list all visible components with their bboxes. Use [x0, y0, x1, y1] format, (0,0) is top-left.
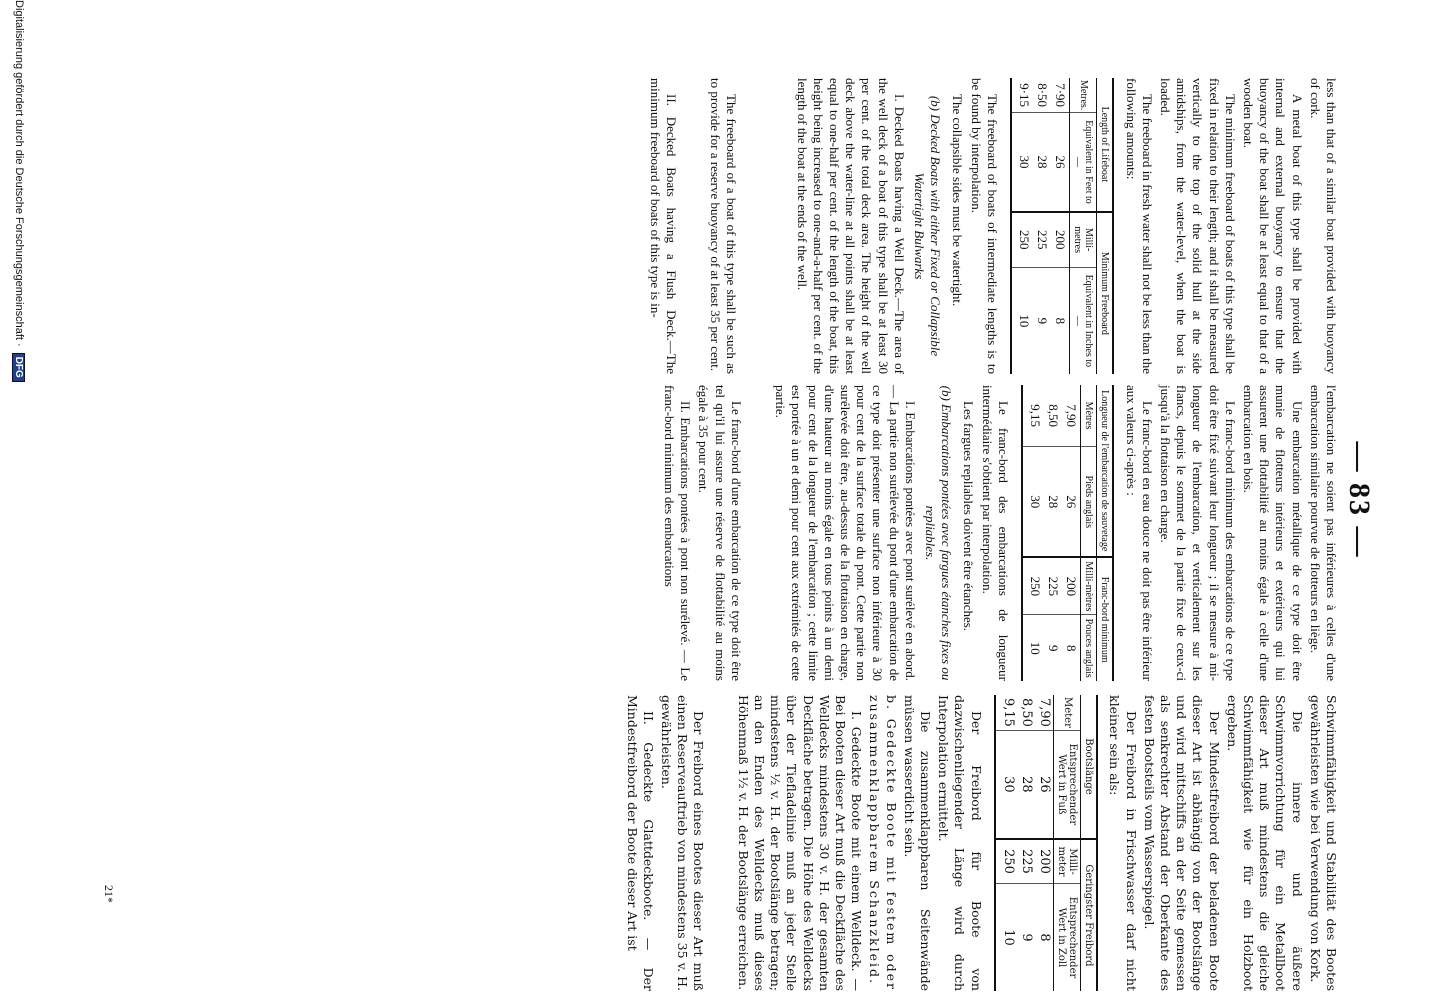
- table-cell: 225: [1033, 212, 1051, 267]
- paragraph: A metal boat of this type shall be provided with internal and external buoyancy to ensure that the buoyancy of the boat shall be at least equal to that of a wooden boat.: [1240, 78, 1305, 374]
- table-column-header: Mètres: [1081, 385, 1097, 447]
- freeboard-table: [1021, 385, 1115, 681]
- table-column-header: Milli-mètres: [1081, 557, 1097, 615]
- english-column: [645, 78, 1340, 374]
- paragraph: Die innere und äußere Schwimmvorrichtung für ein Metallboot dieser Art muß mindestens die gleiche Schwimmfähigkeit wie für ein Holzboot ergeben.: [1224, 695, 1305, 991]
- paragraph: Une embarcation métallique de ce type doit être munie de flotteurs intérieurs et extérieurs qui lui assurent une flottabilité au moins égale à celle d'une embarcation en bois.: [1240, 385, 1305, 681]
- table-cell: 9,15: [995, 695, 1017, 730]
- table-column-header: Entsprechender Wert in Zoll: [1054, 884, 1081, 991]
- table-cell: 30: [1022, 447, 1044, 558]
- paragraph: The collapsible sides must be watertight.: [950, 94, 966, 307]
- table-cell: 10: [1022, 615, 1044, 681]
- paragraph: I. Decked Boats having a Well Deck.—The area of the well deck of a boat of this type shall be at least 30 per cent. of the total deck area. The height of the well deck above the water-line at all points shall be at least equal to one-half per cent. of the length of the boat, this height being increased to one-and-a-half per cent. of the length of the boat at the ends of the well.: [794, 78, 907, 374]
- page-number: — 83 —: [1343, 441, 1376, 559]
- table-cell: 10: [995, 884, 1017, 991]
- paragraph: Le franc-bord des embarcations de longueur intermédiaire s'obtient par interpolation.: [979, 385, 1011, 681]
- paragraph: Le franc-bord minimum des embarcations de ce type doit être fixé suivant leur longueur ; il se mesure à mi-longueur de l'embarcation, et verticalement sur les flancs, depuis le sommet de la partie fixe de ceux-ci jusqu'à la flottaison en charge.: [1157, 385, 1238, 681]
- paragraph: The freeboard of a boat of this type shall be such as to provide for a reserve buoyancy of at least 35 per cent.: [708, 78, 740, 374]
- table-cell: 28: [1033, 113, 1051, 212]
- paragraph: II. Gedeckte Glattdeckboote. — Der Mindestfreibord der Boote dieser Art ist: [624, 695, 656, 991]
- paragraph: II. Embarcations pontées à pont non surélevé. — Le franc-bord minimum des embarcations: [662, 385, 694, 681]
- table-column-header: Pieds anglais: [1081, 447, 1097, 558]
- table-column-header: Entsprechender Wert in Fuß: [1054, 730, 1081, 839]
- paragraph: Der Freibord in Frischwasser darf nicht kleiner sein als:: [1107, 695, 1139, 991]
- table-group-header: Geringster Freibord: [1081, 839, 1098, 991]
- table-cell: 8·50: [1033, 78, 1051, 113]
- table-cell: 7,90: [1035, 695, 1054, 730]
- section-heading: b. Gedeckte Boote mit festem oder zusammenklappbarem Schanzkleid.: [867, 695, 899, 991]
- paragraph: l'embarcation ne soient pas inférieures à celles d'une embarcation similaire pourvue de flotteurs en liège.: [1307, 385, 1339, 681]
- section-heading: (b) Embarcations pontées avec fargues étanches fixes ou repliables.: [922, 385, 955, 681]
- table-column-header: Milli-meter: [1054, 839, 1081, 884]
- paragraph: I. Embarcations pontées avec pont surélevé en abord. — La partie non surélevée du pont d'une embarcation de ce type doit présenter une surface non inférieure à 30 pour cent de la surface totale du pont. Cette partie non surélevée doit être, au-dessus de la flottaison en charge, d'une hauteur au moins égale en tous points à un demi pour cent de la longueur de l'embarcation ; cette limite est portée à un et demi pour cent aux extrémités de cette partie.: [773, 385, 918, 681]
- table-row: [1062, 385, 1081, 681]
- table-cell: 200: [1062, 557, 1081, 615]
- table-cell: 9: [1035, 317, 1051, 325]
- table-cell: 8: [1053, 317, 1069, 325]
- paragraph: The freeboard of boats of intermediate lengths is to be found by interpolation.: [968, 78, 1000, 374]
- paragraph: I. Gedeckte Boote mit einem Welldeck. — Bei Booten dieser Art muß die Deckfläche des Welldecks mindestens 30 v. H. der gesamten Deckfläche betragen. Die Höhe des Welldecks über der Tiefladelinie muß an jeder Stelle mindestens ½ v. H. der Bootslänge betragen; an den Enden des Welldecks muß dieses Höhenmaß 1½ v. H. der Bootslänge erreichen.: [735, 695, 865, 991]
- dfg-logo: DFG: [13, 353, 26, 382]
- table-cell: 225: [1044, 557, 1062, 615]
- paragraph: Die zusammenklappbaren Seitenwände müssen wasserdicht sein.: [901, 695, 933, 991]
- paragraph: Schwimmfähigkeit und Stabilität des Bootes gewährleisten wie bei Verwendung von Kork.: [1307, 695, 1339, 991]
- paragraph: Der Freibord für Boote von dazwischenliegender Länge wird durch Interpolation ermittelt.: [936, 695, 984, 991]
- table-row: [1017, 695, 1035, 991]
- table-cell: 9: [1046, 644, 1062, 652]
- signature-mark: 21*: [102, 885, 116, 903]
- table-cell: 30: [995, 730, 1017, 839]
- table-cell: 9,15: [1022, 385, 1044, 447]
- table-cell: 26: [1062, 447, 1081, 558]
- paragraph: Le franc-bord en eau douce ne doit pas être inférieur aux valeurs ci-après :: [1123, 385, 1155, 681]
- paragraph: Les fargues repliables doivent être étanches.: [961, 401, 977, 632]
- table-cell: 225: [1017, 839, 1035, 884]
- table-column-header: Equivalent in Feet to—: [1070, 113, 1097, 212]
- table-group-header: Minimum Freeboard: [1097, 212, 1114, 374]
- table-cell: 30: [1011, 113, 1033, 212]
- table-row: [1022, 385, 1044, 681]
- paragraph: The minimum freeboard of boats of this type shall be fixed in relation to their length; and it shall be measured vertically to the top of the solid hull at the side amidships, from the water-level, when the boat is loaded.: [1157, 78, 1238, 374]
- footer-text: Digitalisierung gefördert durch die Deutsche Forschungsgemeinschaft ·: [13, 0, 25, 347]
- table-cell: 28: [1044, 447, 1062, 558]
- table-group-header: Bootslänge: [1081, 695, 1098, 839]
- table-cell: 250: [1011, 212, 1033, 267]
- table-cell: 8,50: [1044, 385, 1062, 447]
- table-row: [1033, 78, 1051, 374]
- table-cell: 250: [995, 839, 1017, 884]
- table-row: [1035, 695, 1054, 991]
- table-row: [1044, 385, 1062, 681]
- table-cell: 26: [1035, 730, 1054, 839]
- freeboard-table: [994, 695, 1099, 991]
- paragraph: The freeboard in fresh water shall not be less than the following amounts:: [1123, 78, 1155, 374]
- french-column: [659, 385, 1339, 681]
- table-cell: 8,50: [1017, 695, 1035, 730]
- table-cell: 8: [1064, 644, 1080, 652]
- table-column-header: Milli-metres: [1070, 212, 1097, 267]
- table-cell: 9: [1018, 933, 1034, 942]
- german-column: [621, 695, 1339, 991]
- table-column-header: Meter: [1054, 695, 1081, 730]
- table-group-header: Length of Lifeboat: [1097, 78, 1114, 212]
- paragraph: less than that of a similar boat provided with buoyancy of cork.: [1307, 78, 1339, 374]
- table-column-header: Pouces anglais: [1081, 615, 1097, 681]
- paragraph: II. Decked Boats having a Flush Deck.—The minimum freeboard of boats of this type is in-: [647, 78, 679, 374]
- table-group-header: Franc-bord minimum: [1097, 557, 1114, 681]
- table-cell: 7·90: [1051, 78, 1070, 113]
- table-cell: 28: [1017, 730, 1035, 839]
- table-row: [1051, 78, 1070, 374]
- table-column-header: Metres.: [1070, 78, 1097, 113]
- table-cell: 200: [1035, 839, 1054, 884]
- table-cell: 7,90: [1062, 385, 1081, 447]
- digitization-footer: [8, 0, 30, 1000]
- table-cell: 26: [1051, 113, 1070, 212]
- table-cell: 200: [1051, 212, 1070, 267]
- paragraph: Der Freibord eines Bootes dieser Art muß einen Reserveauftrieb von mindestens 35 v. H. gewährleisten.: [659, 695, 707, 991]
- freeboard-table: [1010, 78, 1115, 374]
- table-row: [995, 695, 1017, 991]
- paragraph: Le franc-bord d'une embarcation de ce type doit être tel qu'il lui assure une réserve de flottabilité au moins égale à 35 pour cent.: [696, 385, 744, 681]
- table-cell: 8: [1037, 933, 1053, 942]
- table-column-header: Equivalent in Inches to—: [1070, 267, 1097, 374]
- table-group-header: Longueur de l'embarcation de sauvetage: [1097, 385, 1114, 557]
- table-row: [1011, 78, 1033, 374]
- table-cell: 250: [1022, 557, 1044, 615]
- section-heading: (b) Decked Boats with either Fixed or Collapsible Watertight Bulwarks: [911, 95, 944, 357]
- table-cell: 9·15: [1011, 78, 1033, 113]
- paragraph: Der Mindestfreibord der beladenen Boote dieser Art ist abhängig von der Bootslänge und wird mittschiffs an der Seite gemessen als senkrechter Abstand der Oberkante des festen Bootsteils vom Wasserspiegel.: [1141, 695, 1222, 991]
- table-cell: 10: [1011, 267, 1033, 374]
